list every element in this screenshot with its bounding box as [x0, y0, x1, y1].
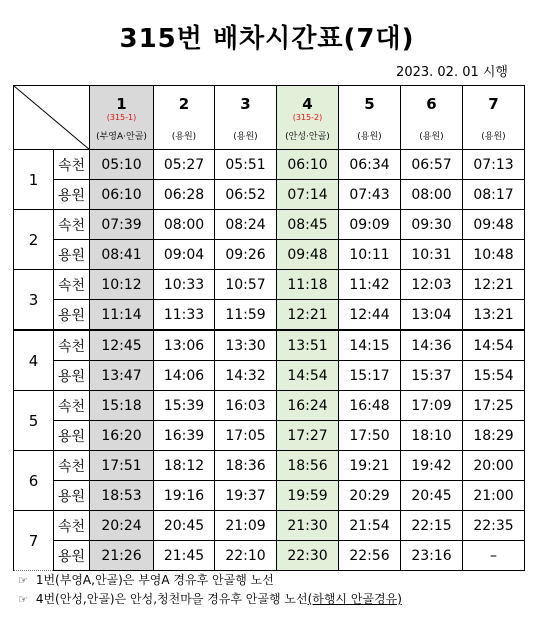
departure-time: 21:45: [154, 541, 215, 571]
note-2-underlined: (하행시 안골경유): [307, 592, 402, 606]
bus-header-7: [463, 86, 525, 150]
departure-time: 14:54: [463, 330, 525, 361]
departure-time: 21:30: [277, 511, 339, 541]
bus-header-1: [90, 86, 154, 150]
departure-time: 13:30: [215, 330, 277, 361]
table-row: [14, 330, 525, 361]
departure-time: 16:20: [90, 421, 154, 451]
corner-cell: [14, 86, 90, 150]
departure-time: 09:48: [277, 240, 339, 270]
departure-time: 08:00: [154, 210, 215, 240]
departure-time: 07:14: [277, 180, 339, 210]
departure-time: 18:29: [463, 421, 525, 451]
table-row: [14, 511, 525, 541]
departure-time: 08:17: [463, 180, 525, 210]
departure-time: 17:05: [215, 421, 277, 451]
departure-time: 09:04: [154, 240, 215, 270]
trip-number: 4: [14, 330, 54, 391]
page-title: 315번 배차시간표(7대): [119, 24, 415, 54]
note-1: [18, 571, 402, 590]
departure-time: 17:51: [90, 451, 154, 481]
departure-time: 19:37: [215, 481, 277, 511]
departure-time: 21:54: [339, 511, 401, 541]
notes: [18, 571, 402, 609]
bus-route: (안성·안골): [285, 132, 330, 142]
departure-time: 19:59: [277, 481, 339, 511]
stop-name: 속천: [54, 391, 90, 421]
bus-number: 2: [178, 95, 190, 113]
departure-time: 17:27: [277, 421, 339, 451]
stop-name: 용원: [54, 300, 90, 331]
departure-time: 06:10: [277, 150, 339, 180]
departure-time: 11:42: [339, 270, 401, 300]
departure-time: 18:53: [90, 481, 154, 511]
departure-time: 15:18: [90, 391, 154, 421]
stop-name: 용원: [54, 421, 90, 451]
departure-time: 22:56: [339, 541, 401, 571]
departure-time: 06:10: [90, 180, 154, 210]
departure-time: 23:16: [401, 541, 463, 571]
departure-time: 13:51: [277, 330, 339, 361]
stop-name: 속천: [54, 150, 90, 180]
departure-time: 16:39: [154, 421, 215, 451]
departure-time: 10:31: [401, 240, 463, 270]
departure-time: 19:42: [401, 451, 463, 481]
departure-time: 18:36: [215, 451, 277, 481]
departure-time: 18:12: [154, 451, 215, 481]
departure-time: 10:57: [215, 270, 277, 300]
departure-time: 09:26: [215, 240, 277, 270]
note-2-text: 4번(안성,안골)은 안성,청천마을 경유후 안골행 노선: [35, 592, 308, 606]
departure-time: 15:37: [401, 361, 463, 391]
trip-number: 3: [14, 270, 54, 331]
bus-number: 7: [488, 95, 499, 113]
bus-number: 3: [240, 95, 251, 113]
departure-time: 14:54: [277, 361, 339, 391]
departure-time: 11:14: [90, 300, 154, 331]
departure-time: 22:10: [215, 541, 277, 571]
stop-name: 속천: [54, 511, 90, 541]
departure-time: 06:34: [339, 150, 401, 180]
note-pointer-icon: ☞: [18, 574, 28, 587]
departure-time: 19:16: [154, 481, 215, 511]
table-row: [14, 451, 525, 481]
trip-number: 7: [14, 511, 54, 571]
bus-number: 1: [116, 95, 127, 113]
departure-time: 10:12: [90, 270, 154, 300]
departure-time: 11:59: [215, 300, 277, 331]
departure-time: 20:24: [90, 511, 154, 541]
departure-time: 12:45: [90, 330, 154, 361]
departure-time: 05:10: [90, 150, 154, 180]
table-row: [14, 180, 525, 210]
departure-time: 20:00: [463, 451, 525, 481]
bus-number: 6: [426, 95, 437, 113]
trip-number: 5: [14, 391, 54, 451]
departure-time: 08:24: [215, 210, 277, 240]
departure-time: 17:25: [463, 391, 525, 421]
departure-time: 22:30: [277, 541, 339, 571]
stop-name: 속천: [54, 270, 90, 300]
departure-time: 12:21: [277, 300, 339, 331]
departure-time: 14:36: [401, 330, 463, 361]
departure-time: 22:35: [463, 511, 525, 541]
stop-name: 용원: [54, 541, 90, 571]
departure-time: 10:33: [154, 270, 215, 300]
stop-name: 용원: [54, 361, 90, 391]
header-row: [14, 86, 525, 150]
departure-time: 05:27: [154, 150, 215, 180]
departure-time: 17:50: [339, 421, 401, 451]
stop-name: 용원: [54, 481, 90, 511]
departure-time: 19:21: [339, 451, 401, 481]
table-row: [14, 240, 525, 270]
bus-header-2: [154, 86, 215, 150]
departure-time: 07:13: [463, 150, 525, 180]
departure-time: 22:15: [401, 511, 463, 541]
departure-time: 07:39: [90, 210, 154, 240]
table-row: [14, 481, 525, 511]
stop-name: 속천: [54, 210, 90, 240]
table-row: [14, 541, 525, 571]
departure-time: 20:29: [339, 481, 401, 511]
departure-time: 15:39: [154, 391, 215, 421]
bus-number: 4: [302, 95, 313, 113]
note-2: [18, 590, 402, 609]
bus-header-3: [215, 86, 277, 150]
note-1-text: 1번(부영A,안골)은 부영A 경유후 안골행 노선: [35, 573, 274, 587]
departure-time: 13:06: [154, 330, 215, 361]
departure-time: 13:21: [463, 300, 525, 331]
trip-number: 1: [14, 150, 54, 210]
bus-route: (용원): [233, 132, 258, 142]
stop-name: 용원: [54, 240, 90, 270]
bus-header-5: [339, 86, 401, 150]
diagonal-line: [14, 86, 90, 150]
departure-time: 21:26: [90, 541, 154, 571]
schedule-table: [13, 85, 525, 571]
bus-subroute: (315-1): [106, 113, 137, 122]
departure-time: 08:45: [277, 210, 339, 240]
stop-name: 속천: [54, 330, 90, 361]
bus-route: (용원): [481, 132, 506, 142]
bus-route: (용원): [419, 132, 444, 142]
stop-name: 속천: [54, 451, 90, 481]
departure-time: 18:10: [401, 421, 463, 451]
departure-time: 15:17: [339, 361, 401, 391]
departure-time: 14:06: [154, 361, 215, 391]
trip-number: 2: [14, 210, 54, 270]
departure-time: 11:33: [154, 300, 215, 331]
departure-time: 06:28: [154, 180, 215, 210]
bus-route: (부영A·안골): [96, 132, 147, 142]
departure-time: 06:52: [215, 180, 277, 210]
departure-time: 08:00: [401, 180, 463, 210]
departure-time: 06:57: [401, 150, 463, 180]
departure-time: 13:04: [401, 300, 463, 331]
departure-time: 09:48: [463, 210, 525, 240]
bus-header-4: [277, 86, 339, 150]
table-row: [14, 300, 525, 331]
departure-time: 21:00: [463, 481, 525, 511]
departure-time: 16:03: [215, 391, 277, 421]
departure-time: 21:09: [215, 511, 277, 541]
table-row: [14, 150, 525, 180]
departure-time: 20:45: [154, 511, 215, 541]
departure-time: 17:09: [401, 391, 463, 421]
table-row: [14, 361, 525, 391]
departure-time: 09:30: [401, 210, 463, 240]
departure-time: 20:45: [401, 481, 463, 511]
departure-time: 07:43: [339, 180, 401, 210]
departure-time: 12:21: [463, 270, 525, 300]
bus-route: (용원): [171, 132, 197, 142]
table-row: [14, 421, 525, 451]
departure-time: 14:15: [339, 330, 401, 361]
departure-time: 16:48: [339, 391, 401, 421]
departure-time: 18:56: [277, 451, 339, 481]
departure-time: 12:44: [339, 300, 401, 331]
table-row: [14, 210, 525, 240]
trip-number: 6: [14, 451, 54, 511]
departure-time: 15:54: [463, 361, 525, 391]
departure-time: 08:41: [90, 240, 154, 270]
bus-subroute: (315-2): [292, 113, 323, 122]
table-row: [14, 391, 525, 421]
departure-time: 13:47: [90, 361, 154, 391]
table-row: [14, 270, 525, 300]
departure-time: –: [463, 541, 525, 571]
stop-name: 용원: [54, 180, 90, 210]
note-pointer-icon: ☞: [18, 593, 28, 606]
bus-header-6: [401, 86, 463, 150]
bus-number: 5: [364, 95, 375, 113]
departure-time: 14:32: [215, 361, 277, 391]
departure-time: 12:03: [401, 270, 463, 300]
bus-route: (용원): [357, 132, 382, 142]
effective-date: 2023. 02. 01 시행: [396, 65, 508, 80]
departure-time: 10:48: [463, 240, 525, 270]
departure-time: 05:51: [215, 150, 277, 180]
departure-time: 16:24: [277, 391, 339, 421]
departure-time: 09:09: [339, 210, 401, 240]
departure-time: 10:11: [339, 240, 401, 270]
departure-time: 11:18: [277, 270, 339, 300]
